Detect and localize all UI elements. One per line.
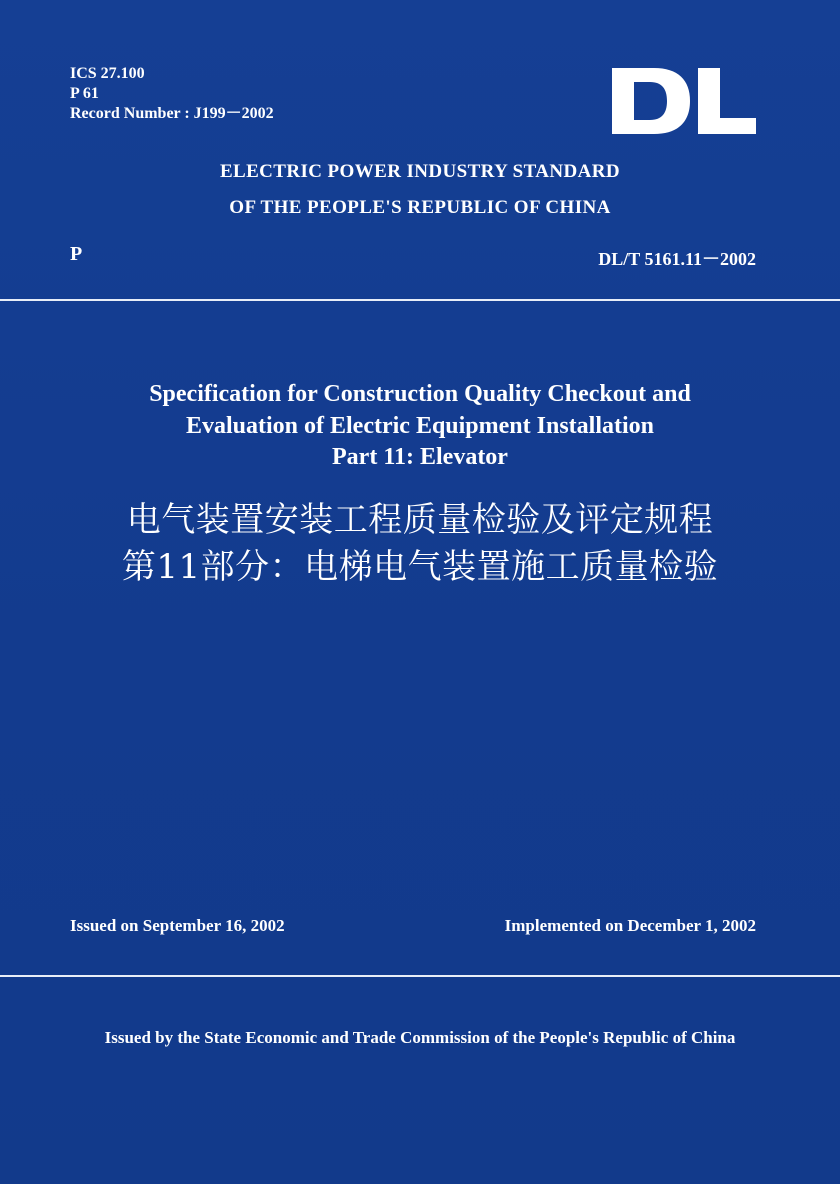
organization-line-2: OF THE PEOPLE'S REPUBLIC OF CHINA: [229, 197, 611, 218]
standard-metadata: [70, 64, 274, 124]
chinese-title-line-1: 电气装置安装工程质量检验及评定规程: [126, 500, 714, 540]
standard-number: DL/T 5161.11－2002: [598, 249, 756, 269]
chinese-title-line-2: 第11部分：电梯电气装置施工质量检验: [121, 547, 719, 587]
english-title-line-1: Specification for Construction Quality Checkout and: [149, 381, 691, 407]
ics-code: ICS 27.100: [70, 65, 145, 82]
organization-line-1: ELECTRIC POWER INDUSTRY STANDARD: [219, 161, 621, 182]
record-number: Record Number : J199－2002: [70, 105, 274, 122]
issued-date: Issued on September 16, 2002: [70, 916, 285, 935]
issuing-authority: Issued by the State Economic and Trade Commission of the People's Republic of China: [104, 1028, 736, 1047]
p-code: P 61: [70, 85, 99, 102]
classification-code: P: [70, 243, 83, 265]
dl-logo-icon: [612, 68, 756, 134]
english-title-line-2: Evaluation of Electric Equipment Installation: [185, 413, 655, 439]
divider-top: [0, 299, 840, 301]
english-title-line-3: Part 11: Elevator: [332, 444, 508, 470]
divider-bottom: [0, 975, 840, 977]
implemented-date: Implemented on December 1, 2002: [504, 916, 756, 935]
